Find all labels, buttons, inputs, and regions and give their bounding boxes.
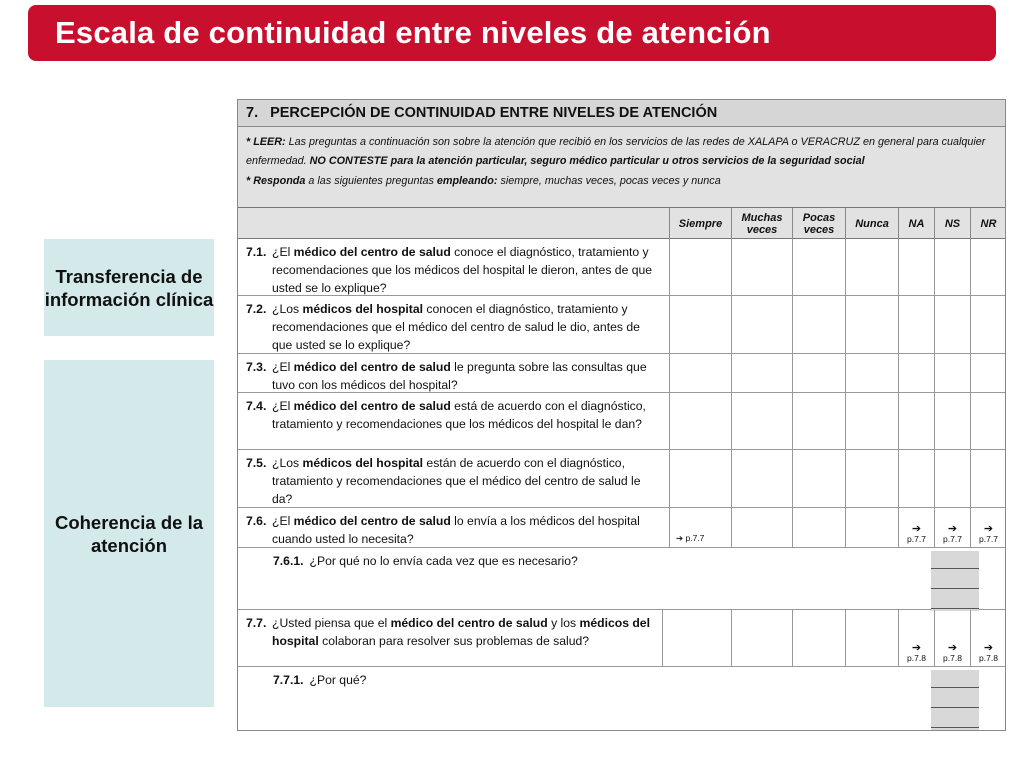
question-emphasis: médico del centro de salud [293,514,451,528]
question-part: ¿El [272,514,294,528]
instruction-answer-lead: * Responda [246,175,306,187]
column-header-row [238,208,1005,239]
answer-siempre[interactable] [669,450,731,507]
answer-nr[interactable] [970,393,1006,449]
question-emphasis: médico del centro de salud [293,360,451,374]
answer-nr[interactable] [970,508,1006,547]
skip-instruction: p.7.7 [907,534,926,544]
answer-siempre[interactable] [662,610,731,666]
question-part: ¿Por qué? [309,673,367,687]
answer-pocas-veces[interactable] [792,354,845,392]
skip-instruction: p.7.7 [979,534,998,544]
answer-nr[interactable] [970,239,1006,295]
answer-muchas-veces[interactable] [731,610,792,666]
answer-muchas-veces[interactable] [731,450,792,507]
answer-siempre[interactable] [669,393,731,449]
question-number: 7.4. [246,399,267,413]
answer-pocas-veces[interactable] [792,239,845,295]
question-part: ¿Los [272,302,303,316]
question-row-7-2 [238,296,1005,354]
arrow-right-icon: ➔ [983,523,994,535]
arrow-right-icon: ➔ [911,523,922,535]
question-number: 7.5. [246,456,267,470]
question-text [246,358,654,394]
answer-muchas-veces[interactable] [731,296,792,353]
question-part: conoce el diagnóstico, tratamiento y recomendaciones que los médicos del hospital le dieron, antes de que usted se lo explique? [272,245,653,295]
question-row-7-1 [238,239,1005,296]
question-part: ¿Usted piensa que el [272,616,391,630]
answer-nunca[interactable] [845,450,898,507]
arrow-right-icon: ➔ [947,523,958,535]
answer-nunca[interactable] [845,610,898,666]
col-nr: NR [970,208,1006,239]
answer-nunca[interactable] [845,354,898,392]
subquestion-text [273,552,578,570]
skip-instruction: ➔ p.7.7 [676,533,705,543]
answer-ns[interactable] [934,450,970,507]
col-muchas-veces: Muchas veces [731,208,792,239]
answer-na[interactable] [898,508,934,547]
instruction-read-lead: * LEER: [246,136,286,148]
skip-instruction: p.7.8 [907,653,926,663]
question-row-7-6 [238,508,1005,548]
answer-pocas-veces[interactable] [792,296,845,353]
answer-muchas-veces[interactable] [731,393,792,449]
answer-nunca[interactable] [845,239,898,295]
question-emphasis: médico del centro de salud [293,399,451,413]
instruction-read-emphasis: NO CONTESTE [309,154,388,167]
col-ns: NS [934,208,970,239]
section-number: 7. [246,105,259,121]
question-row-7-7-1 [238,667,1005,729]
answer-na[interactable] [898,296,934,353]
answer-nr[interactable] [970,296,1006,353]
answer-ns[interactable] [934,296,970,353]
answer-siempre[interactable] [669,296,731,353]
question-emphasis: médicos del hospital [302,302,424,316]
instruction-read-text: Las preguntas a continuación son sobre la atención que recibió en los servicios de las redes de XALAPA o VERACRUZ en general para cualquier enfermedad. [246,136,986,167]
answer-ns[interactable] [934,239,970,295]
answer-ns[interactable] [934,610,970,666]
answer-nunca[interactable] [845,296,898,353]
question-part: ¿El [272,245,294,259]
col-siempre: Siempre [669,208,731,239]
answer-pocas-veces[interactable] [792,610,845,666]
category-label-transferencia: Transferencia de información clínica [44,265,214,310]
subquestion-text [273,671,366,689]
question-text [246,614,654,650]
question-emphasis: médico del centro de salud [390,616,548,630]
question-number: 7.7.1. [273,673,304,687]
arrow-right-icon: ➔ [983,642,994,654]
instruction-answer-emphasis: empleando: [436,175,498,187]
open-answer-lines[interactable] [931,551,979,611]
answer-nr[interactable] [970,354,1006,392]
title-banner [28,5,996,61]
question-part: colaboran para resolver sus problemas de salud? [318,634,590,648]
question-row-7-6-1 [238,548,1005,610]
instruction-answer-options: siempre, muchas veces, pocas veces y nunca [497,175,721,187]
question-number: 7.1. [246,245,267,259]
section-header [238,100,1005,127]
category-box-coherencia [44,360,214,707]
col-pocas-veces: Pocas veces [792,208,845,239]
question-number: 7.2. [246,302,267,316]
answer-na[interactable] [898,239,934,295]
question-text [246,397,654,433]
question-row-7-3 [238,354,1005,393]
instruction-answer-text: a las siguientes preguntas [305,175,437,187]
question-number: 7.3. [246,360,267,374]
answer-na[interactable] [898,354,934,392]
skip-instruction: p.7.7 [943,534,962,544]
arrow-right-icon: ➔ [947,642,958,654]
instructions [238,127,1005,208]
instruction-read [246,133,995,170]
question-emphasis: médicos del hospital [302,456,424,470]
answer-nr[interactable] [970,450,1006,507]
answer-muchas-veces[interactable] [731,239,792,295]
page-title: Escala de continuidad entre niveles de atención [55,15,771,50]
question-number: 7.6. [246,514,267,528]
answer-nunca[interactable] [845,508,898,547]
skip-instruction: p.7.8 [943,653,962,663]
answer-muchas-veces[interactable] [731,508,792,547]
question-text [246,512,654,548]
answer-siempre[interactable] [669,354,731,392]
answer-siempre[interactable] [669,508,731,547]
question-number: 7.7. [246,616,267,630]
question-part: están de acuerdo con el diagnóstico, tratamiento y recomendaciones que el médico del centro de salud le da? [272,456,641,506]
answer-ns[interactable] [934,393,970,449]
category-box-transferencia [44,239,214,336]
col-nunca: Nunca [845,208,898,239]
question-part: ¿El [272,399,294,413]
question-part: lo envía a los médicos del hospital cuando usted lo necesita? [272,514,640,546]
question-part: ¿Los [272,456,303,470]
question-emphasis: médico del centro de salud [293,245,451,259]
answer-pocas-veces[interactable] [792,508,845,547]
question-part: conocen el diagnóstico, tratamiento y recomendaciones que el médico del centro de salud le dio, antes de que usted se lo explique? [272,302,640,352]
instruction-read-tail: para la atención particular, seguro médico particular u otros servicios de la seguridad social [387,154,865,167]
answer-ns[interactable] [934,354,970,392]
question-part: está de acuerdo con el diagnóstico, tratamiento y recomendaciones que los médicos del hospital le dan? [272,399,646,431]
question-number: 7.6.1. [273,554,304,568]
section-title: PERCEPCIÓN DE CONTINUIDAD ENTRE NIVELES DE ATENCIÓN [270,105,718,121]
category-label-coherencia: Coherencia de la atención [54,511,204,556]
answer-na[interactable] [898,450,934,507]
question-row-7-4 [238,393,1005,450]
question-part: ¿El [272,360,294,374]
answer-pocas-veces[interactable] [792,450,845,507]
question-text [246,300,654,354]
answer-na[interactable] [898,610,934,666]
question-row-7-5 [238,450,1005,508]
col-na: NA [898,208,934,239]
answer-ns[interactable] [934,508,970,547]
question-part: y los [547,616,580,630]
question-row-7-7 [238,610,1005,667]
question-part: ¿Por qué no lo envía cada vez que es necesario? [309,554,578,568]
answer-pocas-veces[interactable] [792,393,845,449]
arrow-right-icon: ➔ [911,642,922,654]
instruction-answer [246,172,995,191]
question-emphasis: médicos del hospital [272,616,650,648]
question-text [246,454,654,508]
skip-instruction: p.7.8 [979,653,998,663]
answer-na[interactable] [898,393,934,449]
answer-siempre[interactable] [669,239,731,295]
question-part: le pregunta sobre las consultas que tuvo con los médicos del hospital? [272,360,647,392]
answer-muchas-veces[interactable] [731,354,792,392]
answer-nr[interactable] [970,610,1006,666]
questionnaire-form [237,99,1006,731]
open-answer-lines[interactable] [931,670,979,730]
answer-nunca[interactable] [845,393,898,449]
question-text [246,243,654,297]
